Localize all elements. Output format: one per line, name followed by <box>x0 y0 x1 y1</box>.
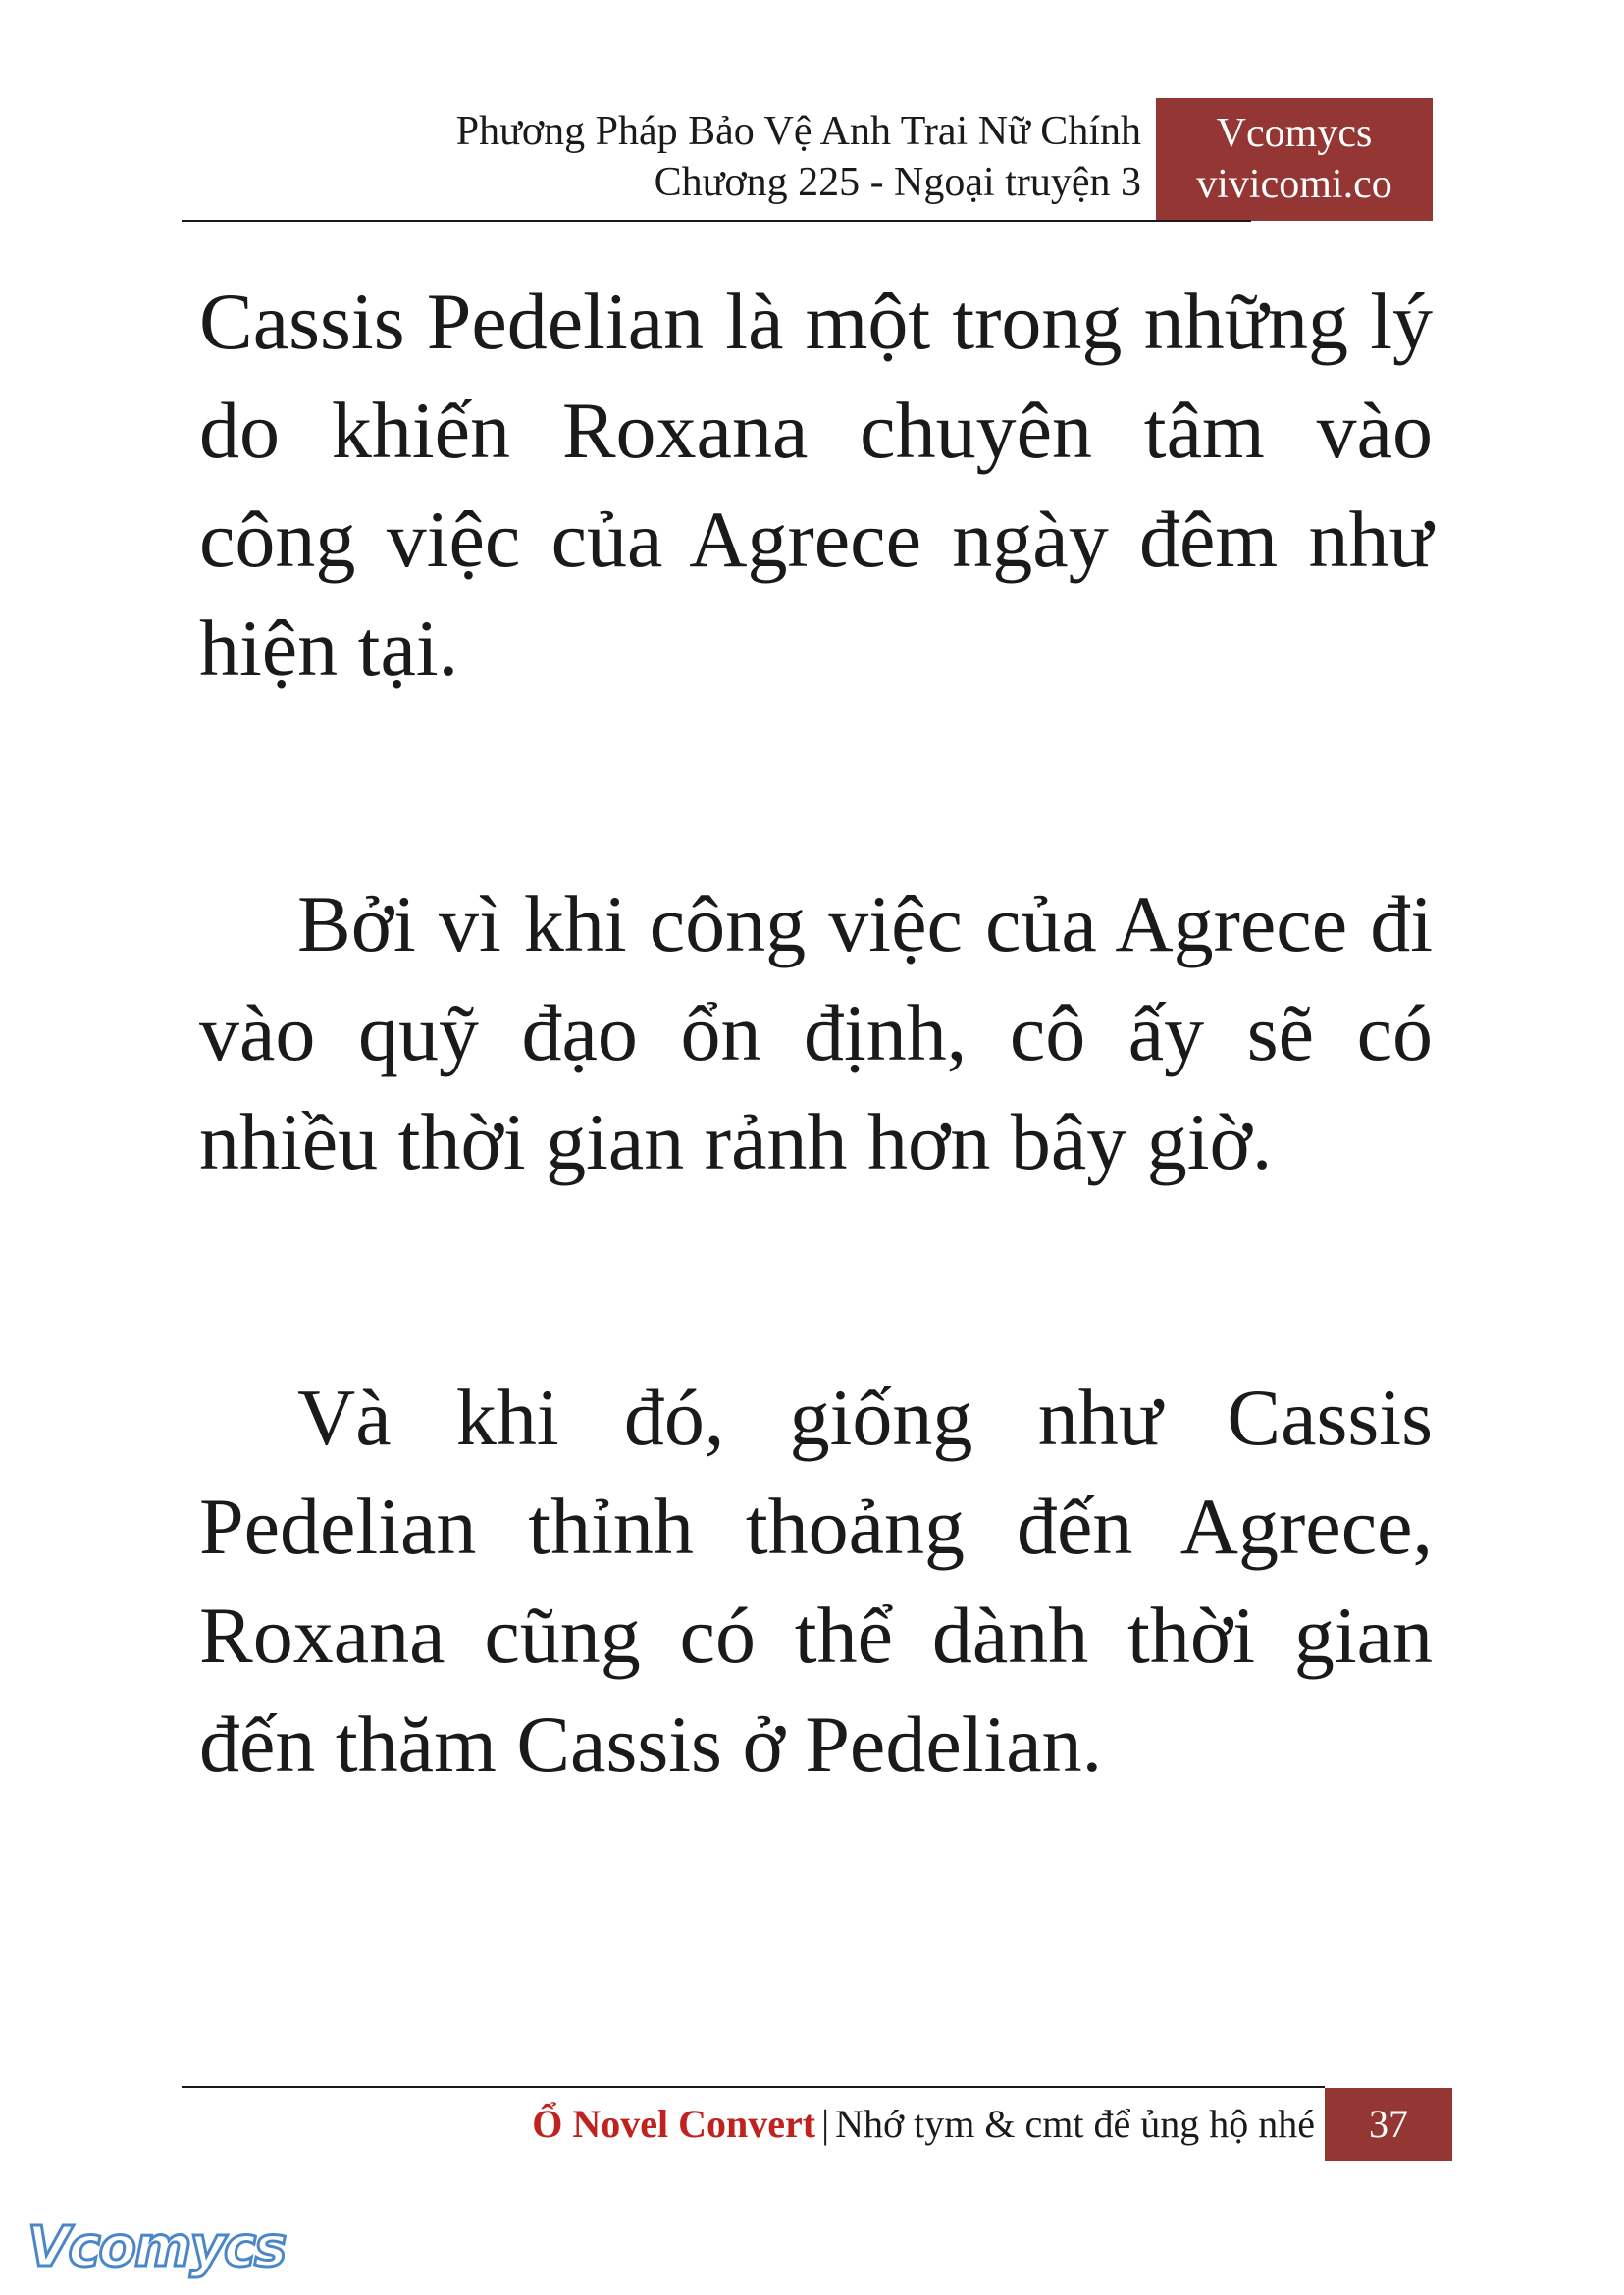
header-divider <box>182 220 1251 222</box>
paragraph-1: Cassis Pedelian là một trong những lý do khiến Roxana chuyên tâm vào công việc của Agrece ngày đêm như hiện tại. <box>199 277 1433 693</box>
page-header <box>182 98 1433 221</box>
badge-site-url: vivicomi.co <box>1196 162 1392 207</box>
watermark-text: Vcomycs <box>27 2216 286 2279</box>
header-badge <box>1156 98 1433 221</box>
badge-site-name: Vcomycs <box>1216 111 1373 156</box>
footer-separator: | <box>821 2102 830 2146</box>
page-content <box>199 267 1433 1799</box>
footer-brand: Ổ Novel Convert <box>532 2102 816 2146</box>
page-number: 37 <box>1325 2088 1452 2161</box>
chapter-title: Chương 225 - Ngoại truyện 3 <box>654 160 1141 205</box>
paragraph-3: Và khi đó, giống như Cassis Pedelian thỉnh thoảng đến Agrece, Roxana cũng có thể dành thời gian đến thăm Cassis ở Pedelian. <box>199 1373 1433 1789</box>
watermark-logo <box>27 2213 286 2283</box>
book-title: Phương Pháp Bảo Vệ Anh Trai Nữ Chính <box>455 109 1141 154</box>
footer-message: Nhớ tym & cmt để ủng hộ nhé <box>835 2102 1315 2146</box>
header-title-block <box>456 106 1141 208</box>
paragraph-2: Bởi vì khi công việc của Agrece đi vào quỹ đạo ổn định, cô ấy sẽ có nhiều thời gian rảnh hơn bây giờ. <box>199 879 1433 1186</box>
footer-text <box>532 2098 1315 2151</box>
page-footer <box>182 2088 1452 2161</box>
